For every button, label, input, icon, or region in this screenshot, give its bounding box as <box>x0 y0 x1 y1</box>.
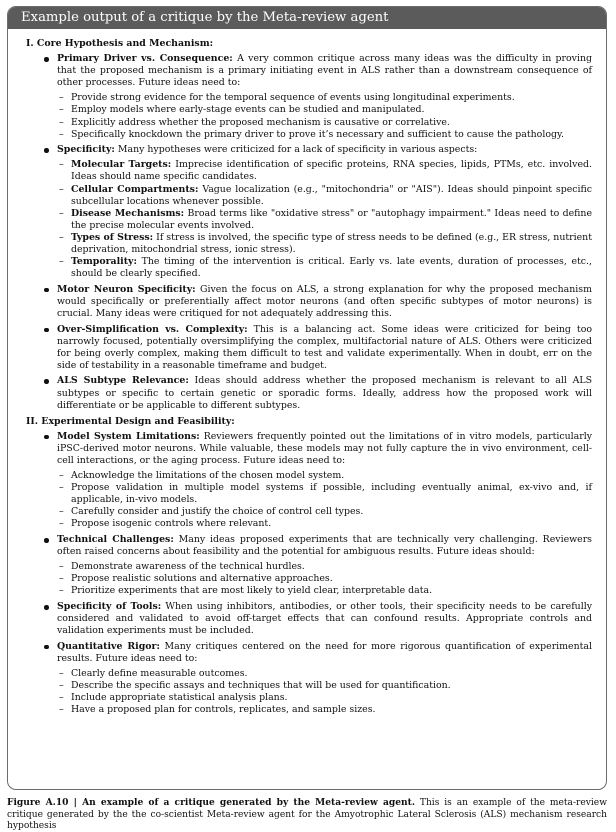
box-title: Example output of a critique by the Meta-review agent <box>8 7 606 29</box>
critique-item-text: Reviewers frequently pointed out the limitations of in vitro models, particularly iPSC-derived motor neurons. While valuable, these models may not fully capture the in vivo environment, cell-cell interactions, or the aging process. Future ideas need to: <box>57 430 592 466</box>
critique-item-title: Model System Limitations: <box>57 430 200 442</box>
critique-item <box>26 284 592 320</box>
sub-point <box>57 232 592 256</box>
sub-point <box>57 256 592 280</box>
sub-point-text: Prioritize experiments that are most likely to yield clear, interpretable data. <box>71 585 433 597</box>
critique-item-text: Ideas should address whether the proposed mechanism is relevant to all ALS subtypes or specific to certain genetic or sporadic forms. Ideally, address how the proposed work will differentiate or be applicable to different subtypes. <box>57 375 593 411</box>
critique-item <box>26 641 592 717</box>
critique-item-title: Specificity: <box>57 144 115 156</box>
sub-point-text: Employ models where early-stage events can be studied and manipulated. <box>71 104 425 116</box>
critique-item <box>26 431 592 531</box>
section-heading: II. Experimental Design and Feasibility: <box>26 415 235 427</box>
sub-point-title: Temporality: <box>71 256 137 268</box>
sub-point-text: Describe the specific assays and techniques that will be used for quantification. <box>71 680 451 692</box>
critique-item-text: Many critiques centered on the need for more rigorous quantification of experimental results. Future ideas need to: <box>57 640 593 664</box>
sub-point <box>57 506 592 518</box>
sub-point-list <box>57 561 592 597</box>
critique-item-text: When using inhibitors, antibodies, or other tools, their specificity needs to be carefully considered and validated to avoid off-target effects that can confound results. Appropriate controls and validation experiments must be included. <box>57 601 593 637</box>
sub-point-text: Imprecise identification of specific proteins, RNA species, lipids, PTMs, etc. involved. Ideas should name specific candidates. <box>71 159 592 183</box>
critique-item-title: Quantitative Rigor: <box>57 640 160 652</box>
critique-item-text: A very common critique across many ideas was the difficulty in proving that the proposed mechanism is a primary initiating event in ALS rather than a downstream consequence of other processes. Future ideas need to: <box>57 53 593 89</box>
section-heading: I. Core Hypothesis and Mechanism: <box>26 38 214 49</box>
critique-item <box>26 534 592 597</box>
sub-point-text: If stress is involved, the specific type of stress needs to be defined (e.g., ER stress, nutrient deprivation, mitochondrial stress, ionic stress). <box>71 231 592 255</box>
critique-item-title: Motor Neuron Specificity: <box>57 283 196 295</box>
caption-label: Figure A.10 | An example of a critique generated by the Meta-review agent. <box>7 797 415 808</box>
sub-point <box>57 92 592 104</box>
sub-point <box>57 482 592 506</box>
sub-point <box>57 692 592 704</box>
critique-item <box>26 324 592 372</box>
sub-point <box>57 680 592 692</box>
critique-item <box>26 375 592 411</box>
critique-item-text: This is a balancing act. Some ideas were criticized for being too narrowly focused, potentially oversimplifying the complex, multifactorial nature of ALS. Others were criticized for being overly complex, making them difficult to test and validate experimentally. When in doubt, err on the side of testability in a reasonable timeframe and budget. <box>57 323 592 371</box>
sub-point-list <box>57 668 592 716</box>
sub-point-text: Have a proposed plan for controls, replicates, and sample sizes. <box>71 704 376 716</box>
sub-point <box>57 704 592 716</box>
sub-point <box>57 159 592 183</box>
sub-point <box>57 518 592 530</box>
critique-item-title: Specificity of Tools: <box>57 601 162 613</box>
critique-body <box>8 29 606 716</box>
sub-point <box>57 470 592 482</box>
critique-example-box <box>7 6 607 790</box>
sub-point <box>57 104 592 116</box>
sub-point-title: Molecular Targets: <box>71 159 172 171</box>
critique-item-title: Technical Challenges: <box>57 534 174 546</box>
sub-point-text: Broad terms like "oxidative stress" or "autophagy impairment." Ideas need to define the precise molecular events involved. <box>71 207 592 231</box>
sub-point-text: The timing of the intervention is critical. Early vs. late events, duration of processes, etc., should be clearly specified. <box>71 256 593 280</box>
critique-list <box>26 53 592 412</box>
sub-point-text: Propose isogenic controls where relevant. <box>71 518 272 530</box>
sub-point <box>57 184 592 208</box>
sub-point <box>57 573 592 585</box>
sub-point <box>57 561 592 573</box>
sub-point <box>57 208 592 232</box>
critique-item-text: Many hypotheses were criticized for a lack of specificity in various aspects: <box>117 144 478 156</box>
critique-item <box>26 53 592 141</box>
sub-point-text: Propose realistic solutions and alternative approaches. <box>71 573 333 585</box>
sub-point-text: Explicitly address whether the proposed mechanism is causative or correlative. <box>71 116 450 128</box>
sub-point-list <box>57 92 592 140</box>
critique-item <box>26 144 592 280</box>
sub-point-text: Vague localization (e.g., "mitochondria" or "AIS"). Ideas should pinpoint specific subcellular locations whenever possible. <box>71 183 592 207</box>
sub-point-text: Propose validation in multiple model systems if possible, including eventually animal, ex-vivo and, if applicable, in-vivo models. <box>71 482 592 506</box>
sub-point-title: Cellular Compartments: <box>71 183 199 195</box>
sub-point <box>57 117 592 129</box>
sub-point <box>57 129 592 141</box>
sub-point-text: Acknowledge the limitations of the chosen model system. <box>71 470 345 482</box>
sub-point-list <box>57 159 592 280</box>
critique-item-title: ALS Subtype Relevance: <box>57 375 189 387</box>
critique-item-title: Primary Driver vs. Consequence: <box>57 53 233 65</box>
sub-point-text: Demonstrate awareness of the technical hurdles. <box>71 561 305 573</box>
critique-item <box>26 601 592 637</box>
caption-text: This is an example of the meta-review critique generated by the the co-scientist Meta-review agent for the Amyotrophic Lateral Sclerosis (ALS) mechanism research hypothesis <box>7 798 607 832</box>
sub-point <box>57 585 592 597</box>
critique-item-text: Given the focus on ALS, a strong explanation for why the proposed mechanism would specifically or preferentially affect motor neurons (and often specific subtypes of motor neurons) is crucial. Many ideas were critiqued for not adequately addressing this. <box>57 283 592 319</box>
sub-point-text: Clearly define measurable outcomes. <box>71 668 248 679</box>
figure-caption <box>7 797 607 832</box>
sub-point-list <box>57 470 592 530</box>
sub-point-text: Carefully consider and justify the choice of control cell types. <box>71 506 364 518</box>
critique-item-text: Many ideas proposed experiments that are technically very challenging. Reviewers often raised concerns about feasibility and the potential for ambiguous results. Future ideas should: <box>57 534 592 558</box>
sub-point-text: Specifically knockdown the primary driver to prove it’s necessary and sufficient to cause the pathology. <box>71 128 564 140</box>
sub-point-title: Types of Stress: <box>71 231 154 243</box>
sub-point-text: Include appropriate statistical analysis plans. <box>71 692 288 704</box>
sub-point-title: Disease Mechanisms: <box>71 207 185 219</box>
sub-point-text: Provide strong evidence for the temporal sequence of events using longitudinal experiments. <box>71 92 515 104</box>
sub-point <box>57 668 592 680</box>
critique-item-title: Over-Simplification vs. Complexity: <box>57 323 248 335</box>
critique-list <box>26 431 592 717</box>
